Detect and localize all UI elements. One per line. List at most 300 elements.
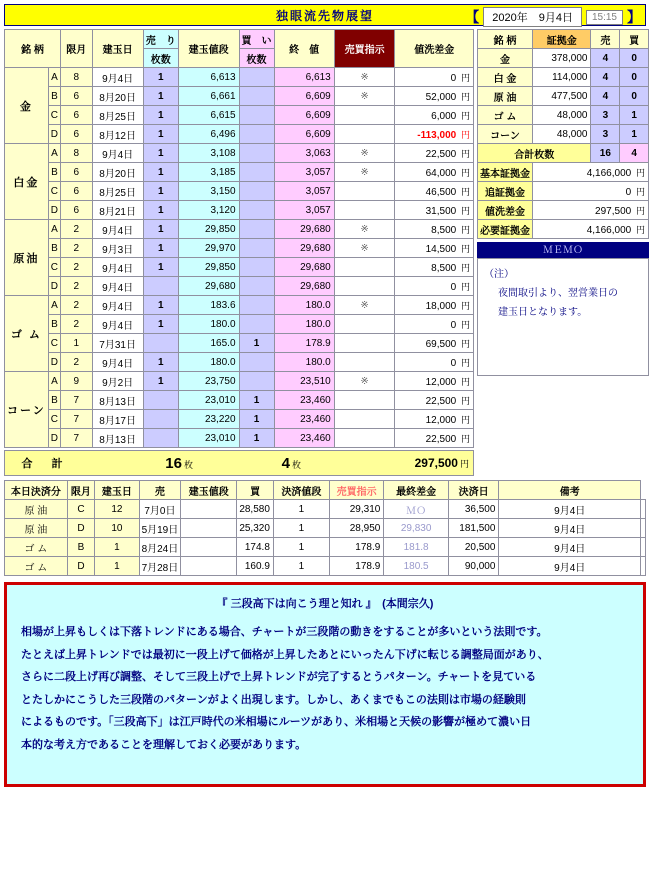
row-buy-sheets: [239, 106, 274, 125]
margin-summary-row: [478, 182, 649, 201]
memo-box[interactable]: [477, 258, 649, 376]
row-build-price: 3,185: [178, 163, 239, 182]
sheet-total-sell: 16: [591, 144, 620, 163]
row-diff: -113,000 円: [395, 125, 474, 144]
row-build-price: 183.6: [178, 296, 239, 315]
row-month: 6: [61, 163, 92, 182]
row-build-date: 8月13日: [92, 429, 143, 448]
row-letter: A: [48, 220, 60, 239]
settle-note: [641, 538, 646, 557]
lesson-line-2: さらに二段上げ再び調整、そして三段上げで上昇トレンドが完了するとうパターン。チャートを見ている: [21, 671, 537, 684]
settle-sdate: 9月4日: [499, 557, 641, 576]
settle-col-10: 備考: [499, 481, 641, 500]
row-letter: D: [48, 201, 60, 220]
settle-order: 29,830: [384, 519, 449, 538]
row-sell-sheets: 1: [143, 372, 178, 391]
total-buy-unit: 枚: [291, 459, 301, 470]
margin-sell: 3: [591, 125, 620, 144]
margin-summary-row: [478, 163, 649, 182]
margin-section: [477, 29, 649, 376]
lesson-body: [21, 621, 629, 756]
row-build-date: 8月13日: [92, 391, 143, 410]
row-build-date: 8月21日: [92, 201, 143, 220]
row-sell-sheets: [143, 334, 178, 353]
row-buy-sheets: [239, 296, 274, 315]
main-content: [4, 29, 646, 476]
row-close: 23,460: [274, 410, 334, 429]
col-order: 売買指示: [334, 30, 395, 68]
settlement-body: [5, 500, 646, 576]
row-buy-sheets: [239, 144, 274, 163]
lesson-title: 『 三段高下は向こう理と知れ 』 (本間宗久): [216, 598, 434, 610]
row-build-price: 23,220: [178, 410, 239, 429]
margin-value: 114,000: [533, 68, 591, 87]
row-order[interactable]: ※: [334, 144, 395, 163]
margin-buy: 0: [620, 49, 649, 68]
settle-col-3: 売: [139, 481, 181, 500]
memo-line-1: 夜間取引より、翌営業日の: [498, 288, 618, 299]
row-build-date: 9月4日: [92, 258, 143, 277]
row-sell-sheets: 1: [143, 87, 178, 106]
row-build-price: 29,970: [178, 239, 239, 258]
margin-header-row: [478, 30, 649, 49]
settle-col-6: 決済値段: [273, 481, 329, 500]
settle-sell: [181, 538, 237, 557]
total-buy-value: 4: [281, 454, 290, 472]
lesson-panel: [4, 582, 646, 787]
row-month: 2: [61, 315, 92, 334]
total-label: 合 計: [21, 458, 67, 470]
row-letter: C: [48, 334, 60, 353]
row-month: 6: [61, 125, 92, 144]
row-order[interactable]: ※: [334, 68, 395, 87]
settle-name: ゴ ム: [5, 538, 68, 557]
settle-name: 原 油: [5, 500, 68, 519]
row-build-date: 9月4日: [92, 220, 143, 239]
row-sell-sheets: 1: [143, 125, 178, 144]
row-month: 2: [61, 239, 92, 258]
margin-buy: 0: [620, 87, 649, 106]
row-order[interactable]: [334, 125, 395, 144]
settlement-row[interactable]: [5, 519, 646, 538]
row-buy-sheets: [239, 372, 274, 391]
margin-body: [478, 49, 649, 239]
settle-price: 160.9: [237, 557, 274, 576]
row-letter: C: [48, 258, 60, 277]
row-buy-sheets: 1: [239, 410, 274, 429]
row-order[interactable]: [334, 391, 395, 410]
memo-line-2: 建玉日となります。: [498, 307, 588, 318]
row-order[interactable]: [334, 334, 395, 353]
margin-col-buy: 買: [620, 30, 649, 49]
table-row[interactable]: [5, 429, 474, 448]
settle-note: [641, 500, 646, 519]
table-row[interactable]: [5, 125, 474, 144]
row-diff: 0 円: [395, 68, 474, 87]
row-build-price: 6,661: [178, 87, 239, 106]
row-buy-sheets: [239, 125, 274, 144]
settle-month: 1: [95, 557, 139, 576]
settle-final: 20,500: [448, 538, 499, 557]
margin-col-margin: 証拠金: [533, 30, 591, 49]
settle-name: 原 油: [5, 519, 68, 538]
col-buy: 買 い: [239, 30, 274, 49]
settle-col-5: 買: [237, 481, 274, 500]
row-order[interactable]: [334, 106, 395, 125]
row-order[interactable]: ※: [334, 87, 395, 106]
row-close: 23,510: [274, 372, 334, 391]
table-row[interactable]: [5, 201, 474, 220]
row-diff: 8,500 円: [395, 258, 474, 277]
row-buy-sheets: 1: [239, 429, 274, 448]
settlement-row[interactable]: [5, 557, 646, 576]
row-order[interactable]: ※: [334, 220, 395, 239]
row-build-date: 8月20日: [92, 163, 143, 182]
margin-col-symbol: 銘 柄: [478, 30, 533, 49]
row-buy-sheets: [239, 163, 274, 182]
row-build-date: 8月17日: [92, 410, 143, 429]
table-row[interactable]: [5, 258, 474, 277]
row-build-date: 7月31日: [92, 334, 143, 353]
positions-section: [4, 29, 474, 476]
row-build-date: 8月20日: [92, 87, 143, 106]
row-build-price: 29,850: [178, 258, 239, 277]
margin-value: 378,000: [533, 49, 591, 68]
margin-row: [478, 68, 649, 87]
row-letter: A: [48, 68, 60, 87]
margin-row: [478, 49, 649, 68]
col-symbol: 銘 柄: [5, 30, 61, 68]
row-diff: 18,000 円: [395, 296, 474, 315]
row-diff: 22,500 円: [395, 391, 474, 410]
row-buy-sheets: 1: [239, 391, 274, 410]
row-letter: A: [48, 296, 60, 315]
row-month: 6: [61, 182, 92, 201]
row-order[interactable]: [334, 315, 395, 334]
margin-col-sell: 売: [591, 30, 620, 49]
row-order[interactable]: ※: [334, 163, 395, 182]
row-build-price: 3,120: [178, 201, 239, 220]
margin-symbol: 白 金: [478, 68, 533, 87]
settle-final: 36,500: [448, 500, 499, 519]
row-month: 2: [61, 277, 92, 296]
row-order[interactable]: ※: [334, 239, 395, 258]
settle-month: 10: [95, 519, 139, 538]
settle-name: ゴ ム: [5, 557, 68, 576]
margin-buy: 1: [620, 125, 649, 144]
col-build-price: 建玉値段: [178, 30, 239, 68]
row-build-date: 9月4日: [92, 296, 143, 315]
row-sell-sheets: 1: [143, 258, 178, 277]
margin-sell: 4: [591, 68, 620, 87]
row-letter: A: [48, 144, 60, 163]
memo-header: ＭＥＭＯ: [477, 242, 649, 258]
row-diff: 22,500 円: [395, 429, 474, 448]
settlement-row[interactable]: [5, 538, 646, 557]
row-diff: 8,500 円: [395, 220, 474, 239]
table-row[interactable]: [5, 353, 474, 372]
row-diff: 12,000 円: [395, 372, 474, 391]
grand-total-row: [4, 450, 474, 476]
row-letter: D: [48, 277, 60, 296]
col-sell: 売 り: [143, 30, 178, 49]
table-row[interactable]: [5, 87, 474, 106]
total-amount: [301, 456, 473, 470]
table-row[interactable]: [5, 239, 474, 258]
row-diff: 6,000 円: [395, 106, 474, 125]
row-order[interactable]: ※: [334, 296, 395, 315]
settle-col-4: 建玉値段: [181, 481, 237, 500]
settle-settle-price: 29,310: [329, 500, 383, 519]
row-sell-sheets: 1: [143, 106, 178, 125]
summary-value: 4,166,000 円: [533, 163, 649, 182]
row-build-price: 165.0: [178, 334, 239, 353]
total-sell-value: 16: [165, 454, 182, 472]
settle-date: 7月0日: [139, 500, 181, 519]
settle-col-7: 売買指示: [329, 481, 383, 500]
row-letter: C: [48, 182, 60, 201]
row-sell-sheets: [143, 277, 178, 296]
settle-letter: D: [67, 557, 95, 576]
row-diff: 52,000 円: [395, 87, 474, 106]
margin-sell: 4: [591, 87, 620, 106]
row-build-date: 9月4日: [92, 68, 143, 87]
table-row[interactable]: [5, 410, 474, 429]
row-buy-sheets: [239, 220, 274, 239]
col-buy-sheets: 枚数: [239, 49, 274, 68]
table-row[interactable]: [5, 68, 474, 87]
table-row[interactable]: [5, 315, 474, 334]
row-close: 178.9: [274, 334, 334, 353]
row-close: 29,680: [274, 277, 334, 296]
settlement-header-row: [5, 481, 646, 500]
lesson-line-1: たとえば上昇トレンドでは最初に一段上げて価格が上昇したあとにいったん下げに転じる調整局面があり、: [21, 648, 549, 661]
row-month: 6: [61, 201, 92, 220]
row-build-price: 180.0: [178, 315, 239, 334]
margin-row: [478, 87, 649, 106]
row-buy-sheets: [239, 239, 274, 258]
row-diff: 12,000 円: [395, 410, 474, 429]
group-label: ゴ ム: [5, 296, 49, 372]
row-build-date: 8月25日: [92, 182, 143, 201]
row-sell-sheets: 1: [143, 220, 178, 239]
summary-value: 0 円: [533, 182, 649, 201]
settle-price: 25,320: [237, 519, 274, 538]
table-row[interactable]: [5, 372, 474, 391]
settle-month: 12: [95, 500, 139, 519]
row-sell-sheets: [143, 391, 178, 410]
row-sell-sheets: 1: [143, 68, 178, 87]
settle-buy: 1: [273, 538, 329, 557]
row-order[interactable]: [334, 201, 395, 220]
title-bar: [4, 4, 646, 26]
row-buy-sheets: [239, 258, 274, 277]
row-close: 180.0: [274, 315, 334, 334]
col-diff: 値洗差金: [395, 30, 474, 68]
table-row[interactable]: [5, 163, 474, 182]
date-value: 2020年 9月4日: [483, 7, 582, 27]
memo-note-title: （注）: [484, 269, 514, 280]
row-month: 6: [61, 87, 92, 106]
header-datetime: [465, 7, 641, 27]
row-letter: B: [48, 391, 60, 410]
row-close: 6,609: [274, 125, 334, 144]
row-diff: 64,000 円: [395, 163, 474, 182]
row-month: 6: [61, 106, 92, 125]
margin-summary-row: [478, 220, 649, 239]
table-row[interactable]: [5, 182, 474, 201]
row-build-price: 3,150: [178, 182, 239, 201]
row-sell-sheets: [143, 429, 178, 448]
row-diff: 0 円: [395, 353, 474, 372]
row-letter: B: [48, 239, 60, 258]
margin-buy: 0: [620, 68, 649, 87]
sheet-total-buy: 4: [620, 144, 649, 163]
settle-date: 7月28日: [139, 557, 181, 576]
lesson-line-5: 本的な考え方であることを理解しておく必要があります。: [21, 738, 307, 751]
settle-letter: D: [67, 519, 95, 538]
margin-row: [478, 125, 649, 144]
row-month: 8: [61, 68, 92, 87]
table-header-row: [5, 30, 474, 49]
row-sell-sheets: 1: [143, 201, 178, 220]
row-order[interactable]: [334, 410, 395, 429]
settle-final: 181,500: [448, 519, 499, 538]
settle-buy: 1: [273, 500, 329, 519]
row-letter: C: [48, 410, 60, 429]
row-letter: A: [48, 372, 60, 391]
row-close: 180.0: [274, 353, 334, 372]
settle-order: ＭＯ: [384, 500, 449, 519]
settle-col-2: 建玉日: [95, 481, 139, 500]
row-close: 29,680: [274, 258, 334, 277]
margin-value: 48,000: [533, 106, 591, 125]
row-sell-sheets: 1: [143, 353, 178, 372]
table-row[interactable]: [5, 220, 474, 239]
row-buy-sheets: [239, 353, 274, 372]
group-label: 原油: [5, 220, 49, 296]
row-buy-sheets: [239, 201, 274, 220]
settle-sell: [181, 500, 237, 519]
row-order[interactable]: [334, 182, 395, 201]
table-row[interactable]: [5, 391, 474, 410]
total-sell-sheets: [83, 455, 193, 472]
row-diff: 22,500 円: [395, 144, 474, 163]
col-close: 終 値: [274, 30, 334, 68]
table-row[interactable]: [5, 334, 474, 353]
settlement-row[interactable]: [5, 500, 646, 519]
row-buy-sheets: [239, 277, 274, 296]
settle-buy: 1: [273, 519, 329, 538]
row-build-date: 8月25日: [92, 106, 143, 125]
row-order[interactable]: [334, 258, 395, 277]
settle-sdate: 9月4日: [499, 519, 641, 538]
margin-sell: 4: [591, 49, 620, 68]
row-close: 3,057: [274, 163, 334, 182]
margin-symbol: ゴ ム: [478, 106, 533, 125]
row-month: 8: [61, 144, 92, 163]
row-order[interactable]: [334, 277, 395, 296]
summary-value: 297,500 円: [533, 201, 649, 220]
settle-col-8: 最終差金: [384, 481, 449, 500]
col-month: 限月: [61, 30, 92, 68]
lesson-line-4: によるものです。「三段高下」は江戸時代の米相場にルーツがあり、米相場と天候の影響が極めて濃い日: [21, 716, 532, 729]
row-sell-sheets: 1: [143, 163, 178, 182]
settle-month: 1: [95, 538, 139, 557]
row-order[interactable]: ※: [334, 372, 395, 391]
row-buy-sheets: 1: [239, 334, 274, 353]
row-sell-sheets: 1: [143, 315, 178, 334]
row-build-date: 9月2日: [92, 372, 143, 391]
table-row[interactable]: [5, 106, 474, 125]
settle-sdate: 9月4日: [499, 538, 641, 557]
row-close: 6,609: [274, 106, 334, 125]
row-build-price: 23,750: [178, 372, 239, 391]
row-close: 6,613: [274, 68, 334, 87]
group-label: 金: [5, 68, 49, 144]
row-build-price: 6,615: [178, 106, 239, 125]
settle-letter: B: [67, 538, 95, 557]
margin-symbol: 金: [478, 49, 533, 68]
row-build-price: 29,850: [178, 220, 239, 239]
settle-date: 8月24日: [139, 538, 181, 557]
row-letter: C: [48, 106, 60, 125]
row-buy-sheets: [239, 182, 274, 201]
settle-note: [641, 557, 646, 576]
row-month: 2: [61, 296, 92, 315]
total-amount-value: 297,500: [414, 456, 458, 470]
row-letter: B: [48, 315, 60, 334]
table-row[interactable]: [5, 144, 474, 163]
row-letter: B: [48, 87, 60, 106]
row-close: 3,063: [274, 144, 334, 163]
row-build-price: 6,496: [178, 125, 239, 144]
settle-date: 5月19日: [139, 519, 181, 538]
lesson-line-3: とたしかにこうした三段階のパターンがよく出現します。しかし、あくまでもこの法則は市場の経験則: [21, 693, 526, 706]
margin-buy: 1: [620, 106, 649, 125]
row-month: 2: [61, 353, 92, 372]
settle-sell: [181, 557, 237, 576]
row-order[interactable]: [334, 429, 395, 448]
row-sell-sheets: 1: [143, 239, 178, 258]
row-diff: 14,500 円: [395, 239, 474, 258]
settle-note: [641, 519, 646, 538]
row-diff: 69,500 円: [395, 334, 474, 353]
row-build-date: 9月4日: [92, 353, 143, 372]
settle-settle-price: 178.9: [329, 538, 383, 557]
positions-table: [4, 29, 474, 448]
table-row[interactable]: [5, 296, 474, 315]
settle-col-0: 本日決済分: [5, 481, 68, 500]
row-diff: 46,500 円: [395, 182, 474, 201]
row-close: 3,057: [274, 182, 334, 201]
row-build-price: 23,010: [178, 429, 239, 448]
group-label: 白金: [5, 144, 49, 220]
row-build-price: 180.0: [178, 353, 239, 372]
row-sell-sheets: 1: [143, 182, 178, 201]
row-close: 23,460: [274, 429, 334, 448]
row-order[interactable]: [334, 353, 395, 372]
row-close: 29,680: [274, 239, 334, 258]
time-value: 15:15: [586, 10, 623, 25]
row-close: 6,609: [274, 87, 334, 106]
table-row[interactable]: [5, 277, 474, 296]
row-build-price: 3,108: [178, 144, 239, 163]
row-month: 7: [61, 429, 92, 448]
settle-order: 180.5: [384, 557, 449, 576]
total-sell-unit: 枚: [183, 459, 193, 470]
row-close: 29,680: [274, 220, 334, 239]
